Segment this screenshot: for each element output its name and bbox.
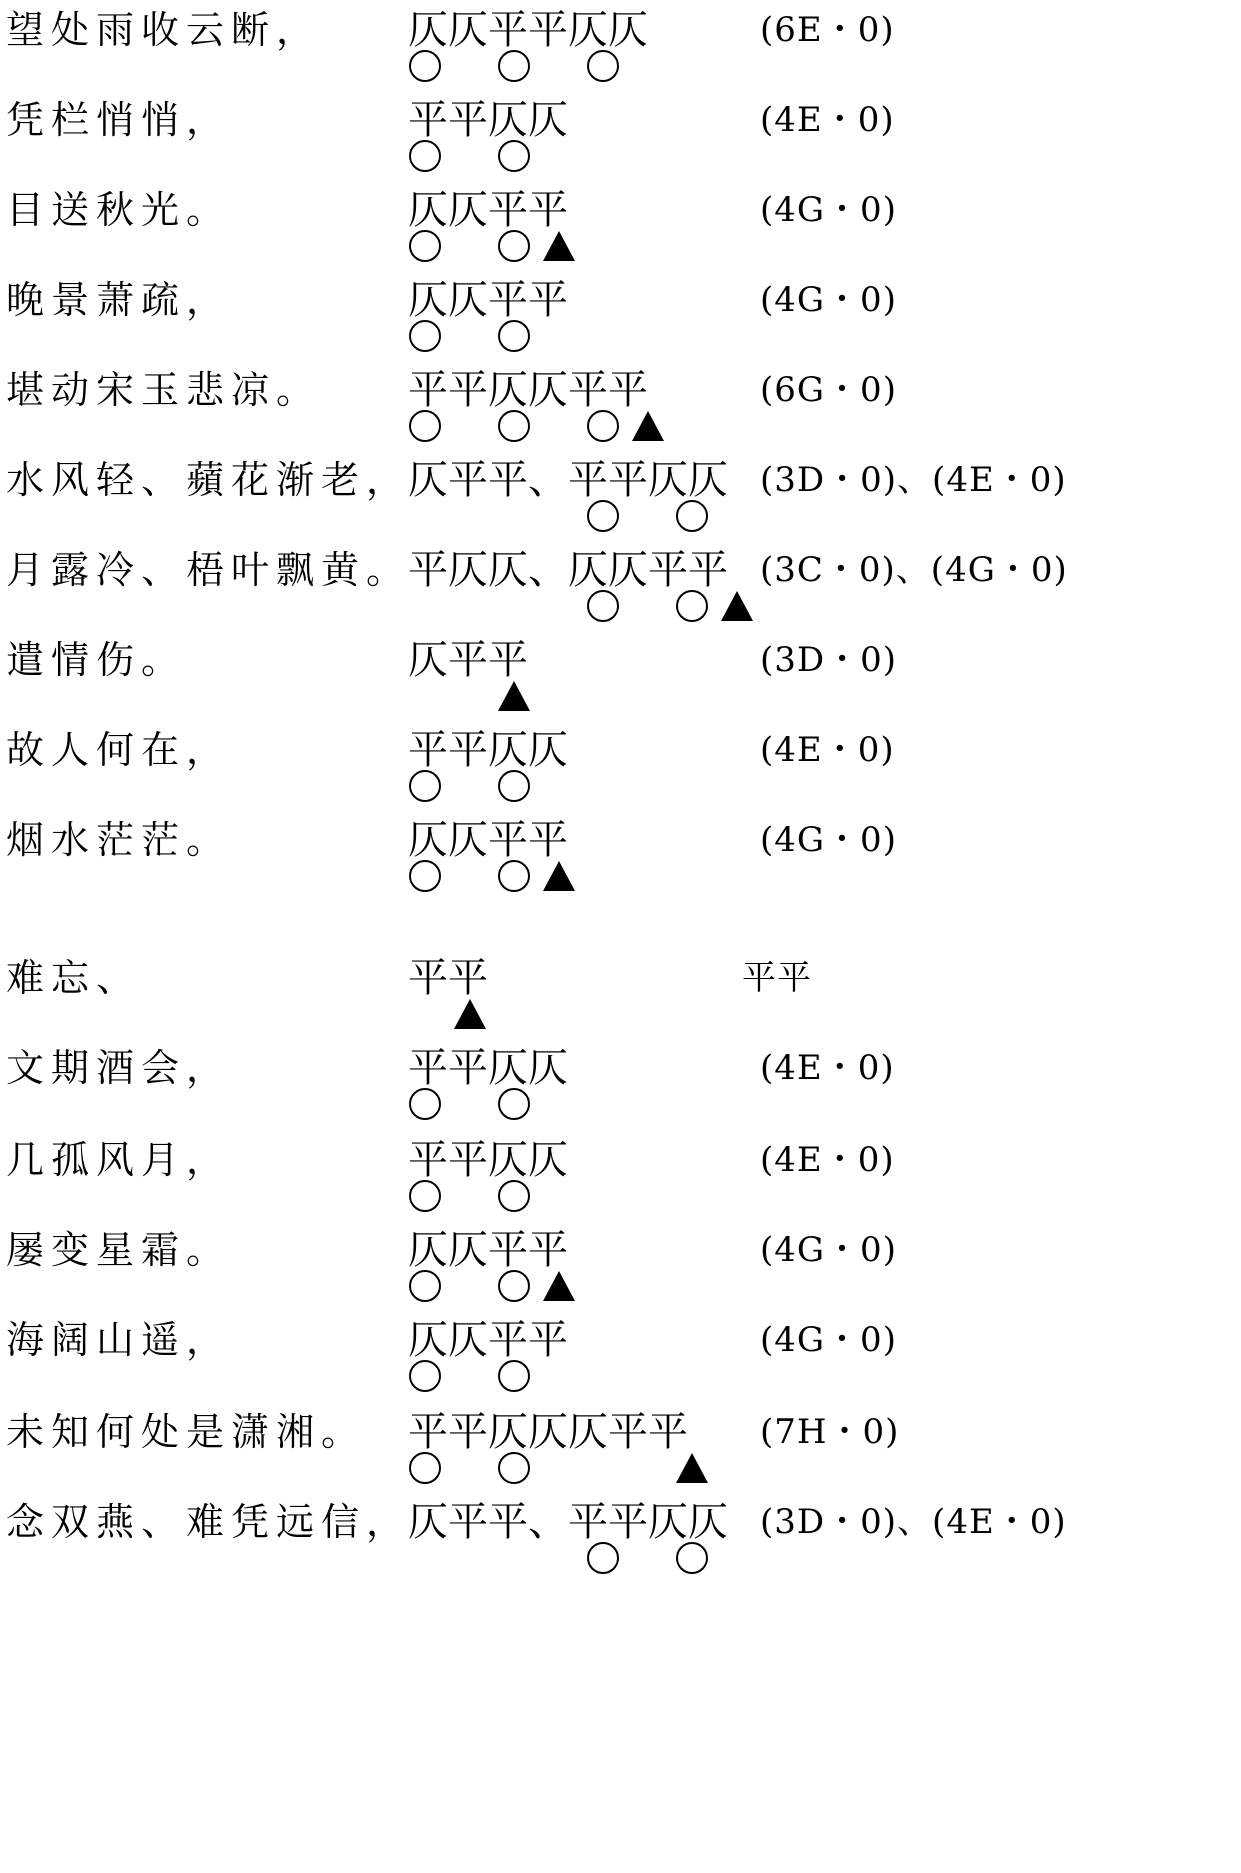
circle-mark-icon xyxy=(676,500,708,532)
poem-line xyxy=(0,8,1241,98)
poem-line xyxy=(0,1500,1241,1590)
circle-mark-icon xyxy=(409,770,441,802)
tone-pattern: 平平 xyxy=(408,955,488,1001)
circle-mark-icon xyxy=(587,500,619,532)
poem-line xyxy=(0,458,1241,548)
circle-mark-icon xyxy=(498,1088,530,1120)
circle-mark-icon xyxy=(498,50,530,82)
tone-pattern: 仄仄平平仄仄 xyxy=(408,7,648,53)
circle-mark-icon xyxy=(587,410,619,442)
line-code: (4G・0) xyxy=(760,820,897,860)
verse-text: 念双燕、难凭远信， xyxy=(6,1500,412,1544)
verse-text: 难忘、 xyxy=(6,956,142,1000)
circle-mark-icon xyxy=(409,1270,441,1302)
verse-text: 海阔山遥， xyxy=(6,1318,232,1362)
line-code: (3C・0)、(4G・0) xyxy=(760,550,1068,590)
circle-mark-icon xyxy=(409,230,441,262)
rhyme-triangle-icon xyxy=(543,231,575,261)
verse-text: 几孤风月， xyxy=(6,1138,232,1182)
line-code: (4G・0) xyxy=(760,280,897,320)
poem-line xyxy=(0,1318,1241,1408)
tone-pattern: 仄仄平平 xyxy=(408,277,568,323)
circle-mark-icon xyxy=(498,1270,530,1302)
circle-mark-icon xyxy=(409,1360,441,1392)
circle-mark-icon xyxy=(409,1452,441,1484)
tone-pattern: 仄仄平平 xyxy=(408,1227,568,1273)
verse-text: 目送秋光。 xyxy=(6,188,232,232)
tone-pattern: 仄仄平平 xyxy=(408,187,568,233)
line-code: (6G・0) xyxy=(760,370,897,410)
verse-text: 文期酒会， xyxy=(6,1046,232,1090)
rhyme-triangle-icon xyxy=(498,681,530,711)
rhyme-triangle-icon xyxy=(632,411,664,441)
verse-text: 月露冷、梧叶飘黄。 xyxy=(6,548,412,592)
tone-pattern: 平平仄仄 xyxy=(408,1045,568,1091)
circle-mark-icon xyxy=(409,410,441,442)
poem-line xyxy=(0,188,1241,278)
tone-pattern: 平平仄仄 xyxy=(408,727,568,773)
poem-line xyxy=(0,278,1241,368)
circle-mark-icon xyxy=(587,1542,619,1574)
poem-line xyxy=(0,1138,1241,1228)
circle-mark-icon xyxy=(409,50,441,82)
line-code: (4G・0) xyxy=(760,1230,897,1270)
poem-line xyxy=(0,98,1241,188)
poem-line xyxy=(0,638,1241,728)
poem-line xyxy=(0,956,1241,1046)
rhyme-triangle-icon xyxy=(454,999,486,1029)
circle-mark-icon xyxy=(587,50,619,82)
circle-mark-icon xyxy=(676,590,708,622)
poem-line xyxy=(0,1228,1241,1318)
line-code: (4E・0) xyxy=(760,100,895,140)
tone-pattern: 平平仄仄 xyxy=(408,1137,568,1183)
line-code: (3D・0)、(4E・0) xyxy=(760,460,1067,500)
tone-pattern: 平平仄仄平平 xyxy=(408,367,648,413)
circle-mark-icon xyxy=(498,230,530,262)
verse-text: 堪动宋玉悲凉。 xyxy=(6,368,322,412)
line-code: (4G・0) xyxy=(760,190,897,230)
tone-pattern: 平平仄仄 xyxy=(408,97,568,143)
poem-line xyxy=(0,548,1241,638)
tone-pattern: 平平仄仄仄平平 xyxy=(408,1409,688,1455)
poem-line xyxy=(0,368,1241,458)
tone-pattern: 仄仄平平 xyxy=(408,1317,568,1363)
circle-mark-icon xyxy=(498,140,530,172)
line-code: (3D・0)、(4E・0) xyxy=(760,1502,1067,1542)
circle-mark-icon xyxy=(498,1180,530,1212)
rhyme-triangle-icon xyxy=(676,1453,708,1483)
verse-text: 晚景萧疏， xyxy=(6,278,232,322)
verse-text: 屡变星霜。 xyxy=(6,1228,232,1272)
circle-mark-icon xyxy=(498,770,530,802)
tone-pattern: 仄平平、平平仄仄 xyxy=(408,1499,728,1545)
verse-text: 遣情伤。 xyxy=(6,638,187,682)
poem-line xyxy=(0,1410,1241,1500)
line-code: (4E・0) xyxy=(760,1048,895,1088)
circle-mark-icon xyxy=(587,590,619,622)
circle-mark-icon xyxy=(498,860,530,892)
line-code: (4E・0) xyxy=(760,1140,895,1180)
circle-mark-icon xyxy=(498,410,530,442)
tone-pattern: 仄平平、平平仄仄 xyxy=(408,457,728,503)
poem-line xyxy=(0,1046,1241,1136)
poem-line xyxy=(0,818,1241,908)
circle-mark-icon xyxy=(498,1360,530,1392)
circle-mark-icon xyxy=(409,860,441,892)
verse-text: 水风轻、蘋花渐老， xyxy=(6,458,412,502)
circle-mark-icon xyxy=(498,320,530,352)
rhyme-triangle-icon xyxy=(721,591,753,621)
line-code: (4G・0) xyxy=(760,1320,897,1360)
rhyme-triangle-icon xyxy=(543,861,575,891)
verse-text: 凭栏悄悄， xyxy=(6,98,232,142)
verse-text: 望处雨收云断， xyxy=(6,8,322,52)
circle-mark-icon xyxy=(498,1452,530,1484)
verse-text: 烟水茫茫。 xyxy=(6,818,232,862)
verse-text: 未知何处是潇湘。 xyxy=(6,1410,367,1454)
circle-mark-icon xyxy=(409,1180,441,1212)
rhyme-triangle-icon xyxy=(543,1271,575,1301)
circle-mark-icon xyxy=(409,1088,441,1120)
tone-pattern: 平仄仄、仄仄平平 xyxy=(408,547,728,593)
tone-pattern: 仄平平 xyxy=(408,637,528,683)
line-code: (3D・0) xyxy=(760,640,898,680)
line-code: (6E・0) xyxy=(760,10,895,50)
circle-mark-icon xyxy=(409,140,441,172)
verse-text: 故人何在， xyxy=(6,728,232,772)
circle-mark-icon xyxy=(409,320,441,352)
line-code: 平平 xyxy=(742,958,812,998)
line-code: (7H・0) xyxy=(760,1412,900,1452)
line-code: (4E・0) xyxy=(760,730,895,770)
circle-mark-icon xyxy=(676,1542,708,1574)
tone-pattern: 仄仄平平 xyxy=(408,817,568,863)
poem-line xyxy=(0,728,1241,818)
